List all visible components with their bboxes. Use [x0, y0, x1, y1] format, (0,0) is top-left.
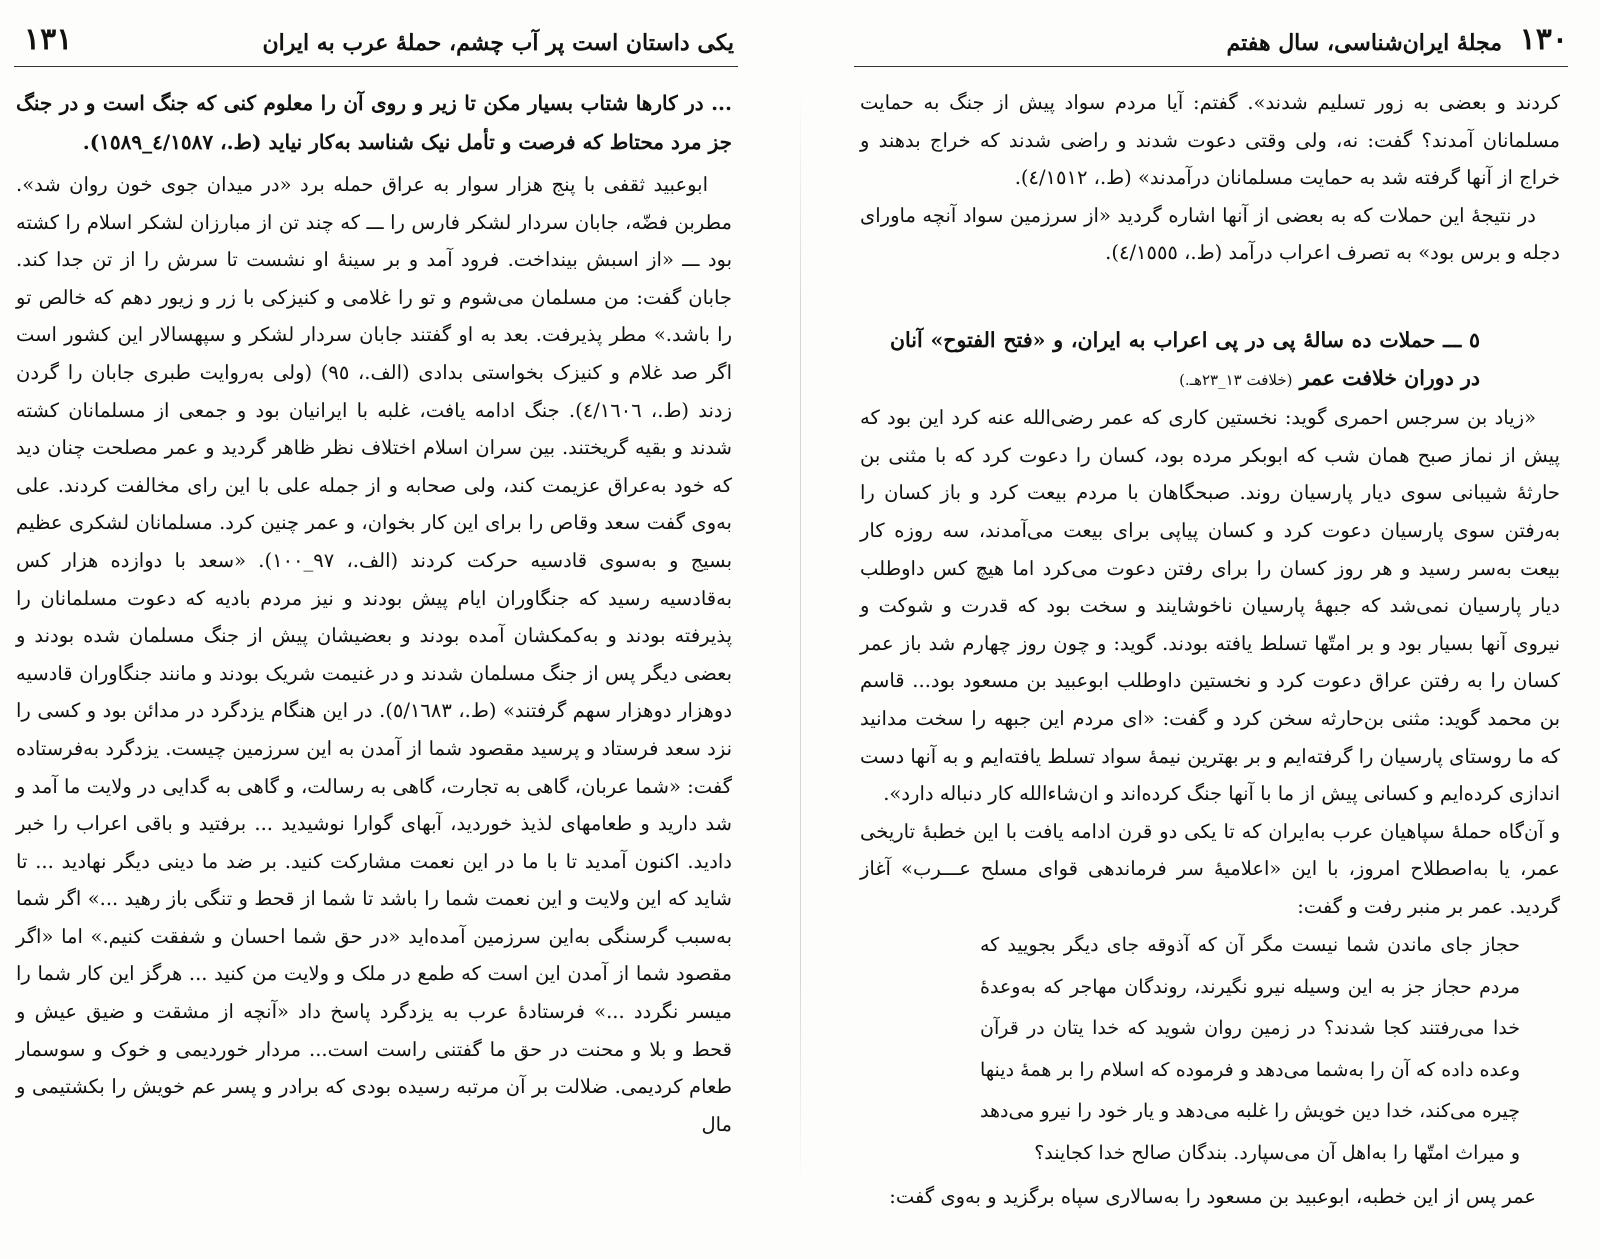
paragraph: کردند و بعضی به زور تسلیم شدند». گفتم: آیا مردم سواد پیش از جنگ به حمایت مسلمانان آمدند؟ گفت: نه، ولی وقتی دعوت شدند و راضی شدند که خراج بدهند و خراج از آنها گرفته شد به حمایت مسلمانان درآمدند» (ط.، ٤/١٥١٢).	[860, 91, 1560, 190]
paragraph: ابوعبید ثقفی با پنج هزار سوار به عراق حمله برد «در میدان جوی خون روان شد». مطربن فضّه، جابان سردار لشکر فارس را ـــ که چند تن از مبارزان لشکر اسلام را کشته بود ـــ «از اسبش بینداخت. فرود آمد و بر سینهٔ او نشست تا سرش را از تن جدا کند. جابان گفت: من مسلمان می‌شوم و تو را غلامی و کنیزکی با زر و زیور دهم که خالص تو را باشد.» مطر پذیرفت. بعد به او گفتند جابان سردار لشکر و سپهسالار این کشور است اگر صد غلام و کنیزک بخواستی بدادی (الف.، ٩٥) (ولی به‌روایت طبری جابان را گردن زدند (ط.، ٤/١٦٠٦). جنگ ادامه یافت، غلبه با ایرانیان بود و جمعی از مسلمانان کشته شدند و بقیه گریختند. بین سران اسلام اختلاف نظر ظاهر گردید و عمر مصلحت چنان دید که خود به‌عراق عزیمت کند، ولی صحابه و از جمله علی با این رای مخالفت کردند. علی به‌وی گفت سعد وقاص را برای این کار بخوان، و عمر چنین کرد. مسلمانان لشکری عظیم بسیج و به‌سوی قادسیه حرکت کردند (الف.، ٩٧_١٠٠). «سعد با دوازده هزار کس به‌قادسیه رسید که جنگاوران ایام پیش بودند و نیز مردم بادیه که دعوت مسلمانان را پذیرفته بودند و به‌کمکشان آمده بودند و بعضیشان پیش از جنگ مسلمان شده بودند و بعضی دیگر پس از جنگ مسلمان شدند و در غنیمت شریک بودند و مانند جنگاوران قادسیه دوهزار دوهزار سهم گرفتند» (ط.، ٥/١٦٨٣). در این هنگام یزدگرد در مدائن بود و کسی را نزد سعد فرستاد و پرسید مقصود شما از آمدن به این سرزمین چیست. یزدگرد به‌فرستاده گفت: «شما عربان، گاهی به تجارت، گاهی به رسالت، و گاهی به گدایی در ولایت ما آمد و شد دارید و طعامهای لذیذ خوردید، آبهای گوارا نوشیدید ... برفتید و باقی اعراب را خبر دادید. اکنون آمدید تا با ما در این نعمت مشارکت کنید. بر ضد ما دینی دیگر نهادید ... تا شاید که این ولایت و این نعمت شما را باشد تا شما از قحط و تنگی باز رهید ...» اگر شما به‌سبب گرسنگی به‌این سرزمین آمده‌اید «در حق شما احسان و شفقت کنیم.» اما «اگر مقصود شما از آمدن این است که طمع در ملک و ولایت من کنید ... هرگز این کار شما را میسر نگردد ...» فرستادهٔ عرب به یزدگرد پاسخ داد «آنچه از مشقت و ضیق عیش و قحط و بلا و محنت در حق ما گفتنی راست است... مردار خوردیمی و خوک و سوسمار طعام کردیمی. ضلالت بر آن مرتبه رسیده بودی که برادر و پسر عم خویش را بکشتیمی و مال	[16, 173, 733, 1136]
page-gutter	[800, 90, 801, 1190]
page-number: ۱۳۱	[24, 22, 73, 57]
paragraph: «زیاد بن سرجس احمری گوید: نخستین کاری که عمر رضی‌الله عنه کرد این بود که پیش از نماز صبح همان شب که ابوبکر مرده بود، کسان را دعوت کرد که با مثنی بن حارثهٔ شیبانی سوی دیار پارسیان روند. صبحگاهان با مردم بیعت کرد و باز کسان را به‌رفتن سوی پارسیان دعوت کرد و کسان پیاپی برای بیعت می‌آمدند، سه روزه کار بیعت به‌سر رسید و هر روز کسان را برای رفتن دعوت می‌کرد اما هیچ کس داوطلب دیار پارسیان نمی‌شد که جبههٔ پارسیان ناخوشایند و سخت بود که قدرت و شوکت و نیروی آنها بسیار بود و بر امتّها تسلط یافته بودند. گوید: و چون روز چهارم شد باز عمر کسان را به رفتن عراق دعوت کرد و نخستین داوطلب ابوعبید بن مسعود بود... قاسم بن محمد گوید: مثنی بن‌حارثه سخن کرد و گفت: «ای مردم این جبهه را سخت مدانید که ما روستای پارسیان را گرفته‌ایم و بر بهترین نیمهٔ سواد تسلط یافته‌ایم و به آنها دست اندازی کرده‌ایم و کسانی پیش از ما با آنها جنگ کرده‌اند و ان‌شاءالله کار دنباله دارد».	[860, 406, 1560, 806]
body-text	[860, 84, 1560, 1216]
block-quote: حجاز جای ماندن شما نیست مگر آن که آذوقه جای دیگر بجویید که مردم حجاز جز به این وسیله نیرو نگیرند، روندگان مهاجر که به‌وعدهٔ خدا می‌رفتند کجا شدند؟ در زمین روان شوید که خدا یتان در قرآن وعده داده که آن را به‌شما می‌دهد و فرموده که اسلام را بر همهٔ دینها چیره می‌کند، خدا دین خویش را غلبه می‌دهد و یار خود را نیرو می‌دهد و میراث امتّها را به‌اهل آن می‌سپارد. بندگان صالح خدا کجایند؟	[980, 934, 1520, 1164]
paragraph: در نتیجهٔ این حملات که به بعضی از آنها اشاره گردید «از سرزمین سواد آنچه ماورای دجله و برس بود» به تصرف اعراب درآمد (ط.، ٤/١٥٥٥).	[860, 203, 1560, 265]
paragraph: عمر پس از این خطبه، ابوعبید بن مسعود را به‌سالاری سپاه برگزید و به‌وی گفت:	[889, 1185, 1536, 1209]
body-text	[16, 84, 732, 1143]
section-heading-text: ٥ ـــ حملات ده سالهٔ پی در پی اعراب به ایران، و «فتح الفتوح» آنان در دوران خلافت عمر	[890, 327, 1480, 390]
section-subheading: (خلافت ١٣_٢٣هـ.)	[1179, 370, 1293, 389]
right-page	[820, 0, 1600, 1259]
left-page	[0, 0, 778, 1259]
paragraph: و آن‌گاه حملهٔ سپاهیان عرب به‌ایران که تا یکی دو قرن ادامه یافت با این خطبهٔ تاریخی عمر، یا به‌اصطلاح امروز، با این «اعلامیهٔ سر فرماندهی قوای مسلح عـــرب» آغاز گردید. عمر بر منبر رفت و گفت:	[860, 819, 1560, 918]
header-rule	[14, 66, 738, 67]
header-rule	[854, 66, 1568, 67]
running-header: یکی داستان است پر آب چشم، حملهٔ عرب به ایران	[262, 30, 734, 56]
section-heading	[860, 322, 1560, 399]
running-header: مجلهٔ ایران‌شناسی، سال هفتم	[1226, 30, 1502, 56]
page-number: ۱۳۰	[1519, 22, 1568, 57]
epigraph: ... در کارها شتاب بسیار مکن تا زیر و روی آن را معلوم کنی که جنگ است و در جنگ جز مرد محتاط که فرصت و تأمل نیک شناسد به‌کار نیاید (ط.، ٤/١٥٨٧_١٥٨٩).	[16, 91, 732, 154]
